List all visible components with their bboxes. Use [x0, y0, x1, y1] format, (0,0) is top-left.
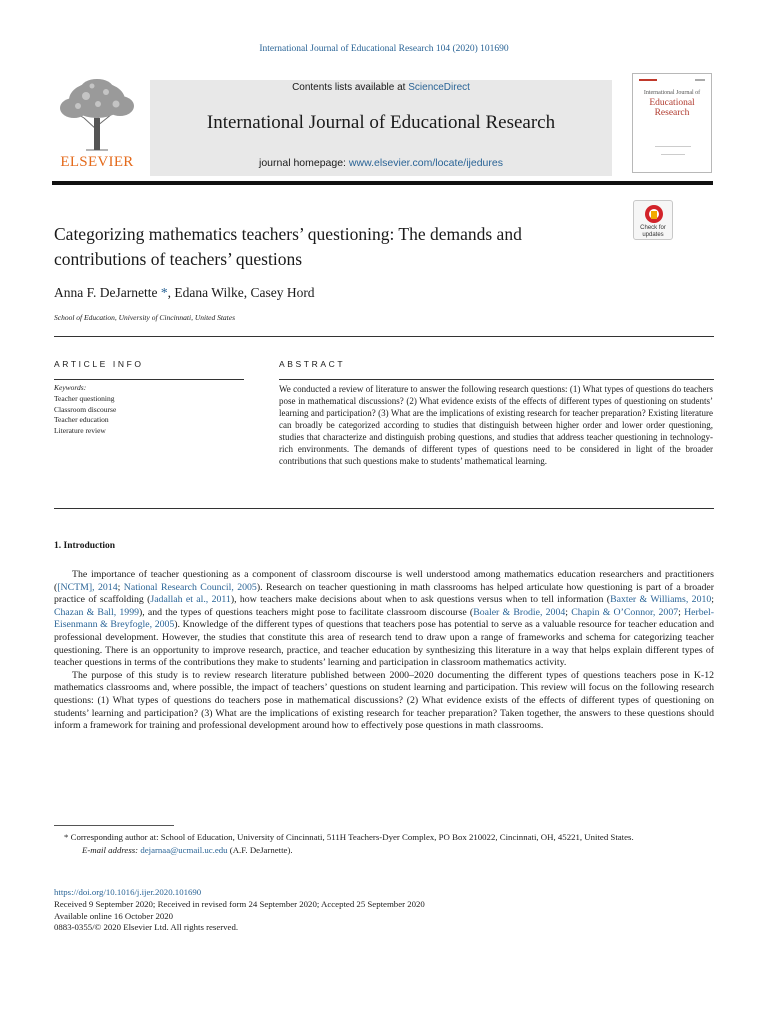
footnote-rule: [54, 825, 174, 826]
text-run: ;: [678, 606, 685, 618]
author-list: [54, 285, 315, 301]
citation-link[interactable]: Baxter & Williams, 2010: [610, 594, 712, 606]
corresponding-author-mark[interactable]: *: [160, 285, 168, 300]
text-run: ;: [565, 606, 572, 618]
citation-link[interactable]: Boaler & Brodie, 2004: [473, 606, 566, 618]
journal-cover: [632, 73, 712, 173]
text-run: ;: [117, 581, 124, 593]
cover-decor: [695, 79, 705, 81]
sciencedirect-link[interactable]: ScienceDirect: [408, 82, 470, 93]
homepage-prefix: journal homepage:: [259, 157, 349, 169]
citation-link[interactable]: [NCTM], 2014: [57, 581, 118, 593]
paragraph: [54, 569, 714, 670]
text-run: ), how teachers make decisions about when to ask questions versus when to tell information (: [230, 594, 611, 606]
contents-prefix: Contents lists available at: [292, 82, 409, 93]
abstract-heading: ABSTRACT: [279, 359, 346, 369]
contents-line: [150, 82, 612, 93]
keywords-block: [54, 383, 244, 437]
footnote-corresponding: [54, 831, 714, 844]
email-label: E-mail address:: [82, 844, 139, 855]
text-run: ), and the types of questions teachers might pose to facilitate classroom discourse (: [139, 606, 474, 618]
crossmark-label: [634, 225, 672, 238]
keyword-item: Teacher education: [54, 415, 109, 425]
footnote-text: Corresponding author at: School of Education, University of Cincinnati, 511H Teachers-Dyer Complex, PO Box 210022, Cincinnati, OH, 45221, United States.: [68, 832, 634, 842]
text-run: ). Knowledge of the different types of questions that teachers pose has potential to serve as a valuable resource for teacher education and professional development. However, the studies that constitute this area of research tend to draw upon a range of frameworks and schema for categorizing teacher questioning. There is an opportunity to improve research, practice, and teacher education by synthesizing this literature in a way that helps explain different types of teacher questions in terms of the contributions they make to students’ learning and participation in classroom mathematics activity.: [54, 619, 714, 669]
citation-link[interactable]: National Research Council, 2005: [123, 581, 257, 593]
doi-link[interactable]: https://doi.org/10.1016/j.ijer.2020.101690: [54, 887, 202, 897]
footnotes: [54, 831, 714, 856]
cover-title-text: Educational Research: [649, 98, 695, 118]
received-dates: Received 9 September 2020; Received in revised form 24 September 2020; Accepted 25 September 2020: [54, 898, 425, 909]
publisher-name: ELSEVIER: [60, 154, 134, 170]
publisher-logo: [52, 78, 142, 174]
article-title: Categorizing mathematics teachers’ questioning: The demands and contributions of teachers’ questions: [54, 224, 522, 269]
text-run: The importance of teacher questioning as a component of classroom discourse is well understood among mathematics education researchers and practitioners (: [54, 569, 714, 593]
divider: [54, 379, 244, 380]
author-names-rest: , Edana Wilke, Casey Hord: [167, 285, 315, 300]
copyright-notice: 0883-0355/© 2020 Elsevier Ltd. All rights reserved.: [54, 922, 239, 933]
crossmark-label-line1: Check for: [640, 225, 666, 231]
journal-header: [150, 80, 612, 176]
citation-link[interactable]: Herbel-Eisenmann & Breyfogle, 2005: [54, 606, 714, 631]
available-online: Available online 16 October 2020: [54, 910, 174, 921]
crossmark-icon-flag: [651, 211, 657, 219]
journal-title: International Journal of Educational Research: [206, 112, 556, 133]
header-rule: [52, 181, 713, 185]
citation-link[interactable]: Jadallah et al., 2011: [150, 594, 231, 606]
divider: [54, 336, 714, 337]
divider: [54, 508, 714, 509]
citation-link[interactable]: Chapin & O’Connor, 2007: [571, 606, 679, 618]
homepage-line: [150, 157, 612, 169]
text-run: ;: [711, 594, 714, 606]
article-info-heading: ARTICLE INFO: [54, 359, 144, 369]
cover-decor: [655, 146, 691, 147]
text-run: ). Research on teacher questioning in math classrooms has helped articulate how questioning is part of a broader practice of scaffolding (: [54, 581, 714, 606]
abstract-text: We conducted a review of literature to answer the following research questions: (1) What types of questions do teachers pose in mathematical discussions? (2) What evidence exists of the effects of different types of questioning on students’ learning and participation? (3) What are the implications of existing research for teacher preparation? Existing literature can broadly be categorized according to studies that distinguish between higher order and lower order questioning, studies that characterize and distinguish probing questions, and studies that address teacher questioning in technology-rich environments. The demands of different types of questions need to be considered in light of the broader contributions that such questions make to students’ mathematical learning.: [279, 384, 713, 466]
elsevier-tree-icon: [56, 78, 138, 152]
cover-title: [633, 88, 711, 118]
cover-decor: [661, 154, 685, 155]
paragraph: The purpose of this study is to review research literature published between 2000–2020 documenting the different types of questions teachers pose in K-12 mathematics classrooms and, where possible, the impact of teachers’ questions on student learning and participation. This review will focus on the following research questions: (1) What types of questions do teachers pose in mathematical discussions? (2) What evidence exists of the effects of different types of questioning on students’ learning and participation? (3) What are the implications of existing research for teacher preparation? Taken together, the answers to these questions should inform a framework for training and professional development around how to effectively pose questions in math classrooms.: [54, 669, 714, 732]
section-heading-introduction: 1. Introduction: [54, 541, 116, 551]
homepage-link[interactable]: www.elsevier.com/locate/ijedures: [348, 157, 503, 169]
footnote-email: [54, 844, 714, 857]
affiliation: School of Education, University of Cincinnati, United States: [54, 313, 236, 322]
crossmark-badge[interactable]: [633, 200, 673, 240]
running-head[interactable]: International Journal of Educational Research 104 (2020) 101690: [259, 44, 509, 54]
crossmark-label-line2: updates: [642, 231, 664, 238]
author-name: Anna F. DeJarnette: [54, 285, 158, 300]
footnote-mark: *: [64, 832, 69, 842]
cover-decor: [639, 79, 657, 81]
keyword-item: Classroom discourse: [54, 404, 117, 414]
email-link[interactable]: dejarnaa@ucmail.uc.edu: [140, 844, 228, 855]
keywords-label: Keywords:: [54, 383, 87, 392]
citation-link[interactable]: Chazan & Ball, 1999: [54, 606, 139, 618]
publication-info: [54, 887, 714, 934]
email-suffix: (A.F. DeJarnette).: [227, 844, 293, 855]
cover-subtitle: International Journal of: [643, 90, 701, 96]
introduction-body: [54, 569, 714, 733]
divider: [279, 379, 714, 380]
keyword-item: Teacher questioning: [54, 393, 115, 403]
keyword-item: Literature review: [54, 426, 106, 436]
